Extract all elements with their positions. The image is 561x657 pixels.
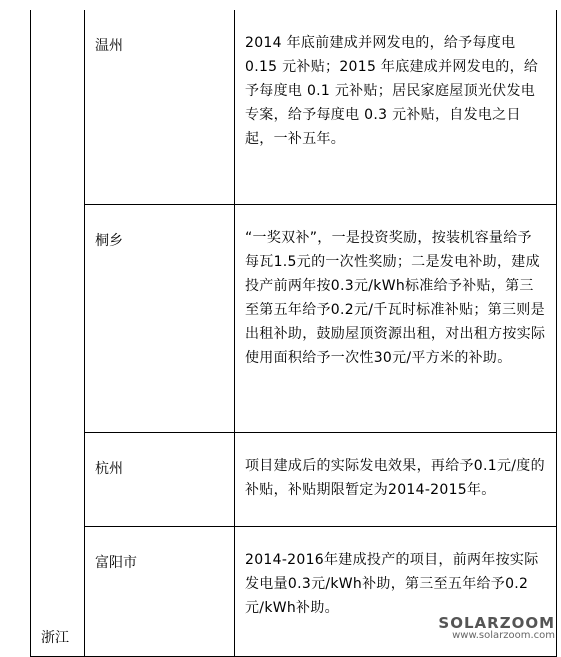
city-cell (85, 204, 235, 432)
province-cell (31, 10, 85, 656)
detail-cell (235, 204, 557, 432)
subsidy-table (30, 10, 557, 657)
watermark-logo: SOLARZOOM (438, 614, 555, 632)
table-row (31, 432, 557, 526)
table-row (31, 10, 557, 204)
detail-text: “一奖双补”，一是投资奖励，按装机容量给予每瓦1.5元的一次性奖励；二是发电补助，建成投产前两年按0.3元/kWh标准给予补贴，第三至第五年给予0.2元/千瓦时标准补贴；第三则是出租补助，鼓励屋顶资源出租，对出租方按实际使用面积给予一次性30元/平方米的补助。 (245, 229, 546, 366)
detail-cell (235, 10, 557, 204)
city-cell (85, 432, 235, 526)
table-row (31, 204, 557, 432)
detail-text: 项目建成后的实际发电效果，再给予0.1元/度的补贴，补贴期限暂定为2014-2015年。 (245, 457, 545, 498)
watermark-url: www.solarzoom.com (452, 630, 555, 641)
city-label: 富阳市 (95, 554, 137, 571)
city-label: 温州 (95, 38, 123, 54)
province-label: 浙江 (41, 629, 69, 646)
watermark (438, 614, 555, 641)
detail-text: 2014-2016年建成投产的项目，前两年按实际发电量0.3元/kWh补助，第三至五年给予0.2元/kWh补助。 (245, 551, 539, 616)
detail-text: 2014 年底前建成并网发电的，给予每度电 0.15 元补贴；2015 年底建成并网发电的，给予每度电 0.1 元补贴；居民家庭屋顶光伏发电专案，给予每度电 0.3 元补贴，自发电之日起，一补五年。 (245, 35, 539, 147)
city-label: 杭州 (95, 460, 123, 477)
city-label: 桐乡 (95, 232, 123, 249)
city-cell (85, 526, 235, 656)
detail-cell (235, 432, 557, 526)
city-cell (85, 10, 235, 204)
